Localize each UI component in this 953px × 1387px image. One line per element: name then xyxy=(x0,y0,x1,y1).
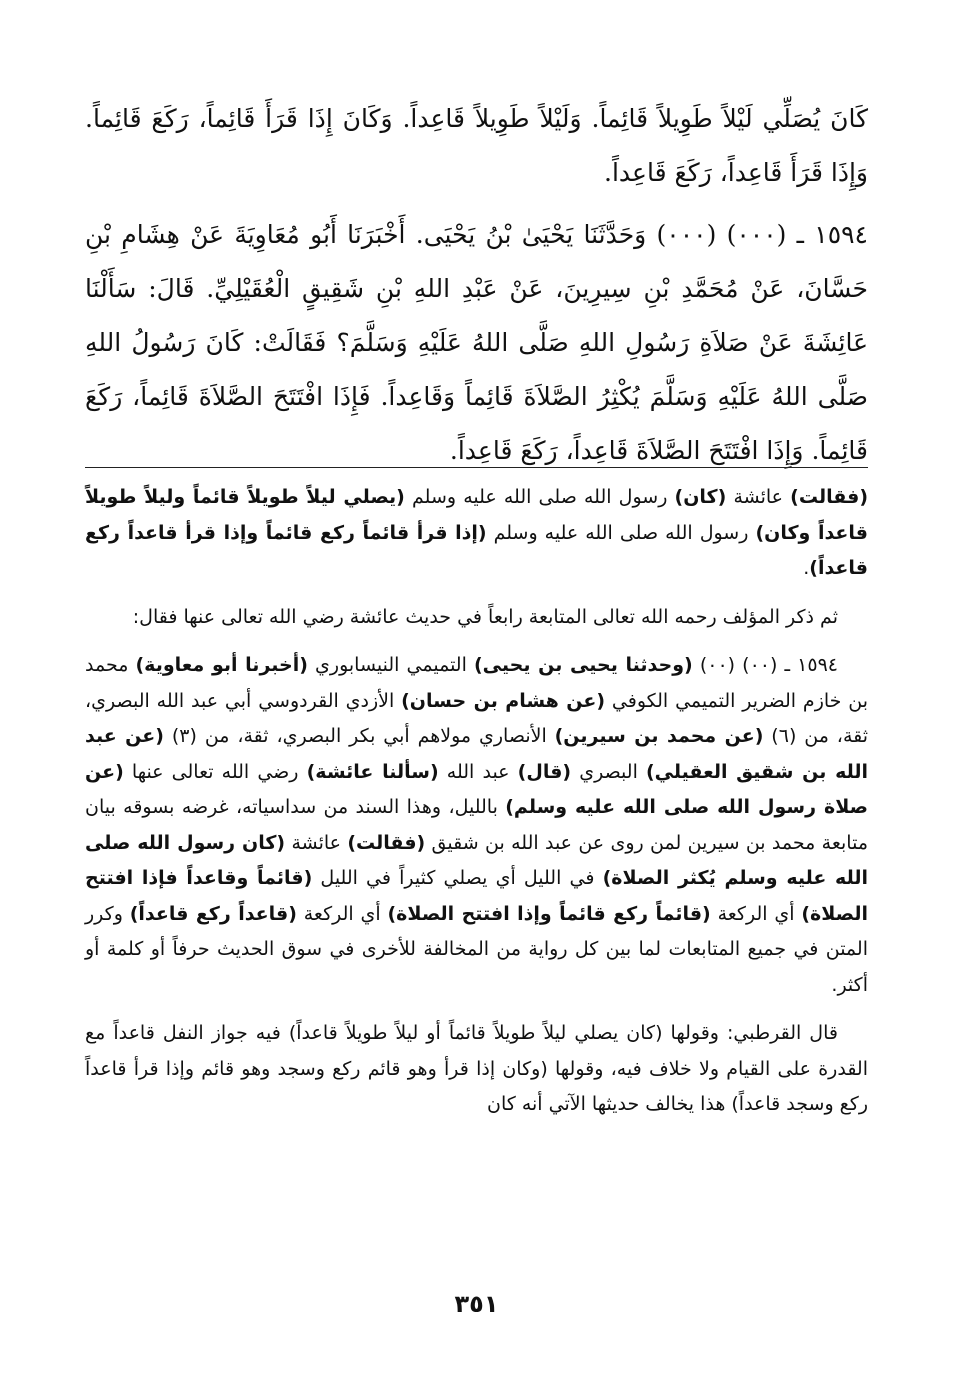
commentary-text: البصري xyxy=(571,760,646,783)
bold-quoted-text: (قال) xyxy=(517,760,572,783)
commentary-text: . xyxy=(803,557,810,579)
bold-quoted-text: (سألنا عائشة) xyxy=(306,760,439,783)
commentary-text: رضي الله تعالى عنها xyxy=(123,760,307,783)
bold-quoted-text: (قاعداً ركع قاعداً) xyxy=(129,902,297,925)
bold-quoted-text: (كان) xyxy=(674,486,727,508)
bold-quoted-text: (إذا قرأ قائماً ركع قائماً وإذا قرأ قاعداً ركع قاعداً) xyxy=(85,521,868,579)
commentary-text: بالليل، وهذا السند من سداسياته، غرضه بسوقه بيان متابعة محمد بن سيرين لمن روى عن عبد الله بن شقيق xyxy=(85,796,868,854)
commentary-text: عبد الله xyxy=(438,760,518,783)
commentary-text: ثم ذكر المؤلف رحمه الله تعالى المتابعة رابعاً في حديث عائشة رضي الله تعالى عنها فقال: xyxy=(132,605,838,628)
page-number: ٣٥١ xyxy=(454,1290,499,1318)
commentary-text: في الليل أي يصلي كثيراً في الليل xyxy=(312,867,603,889)
commentary-paragraph-1 xyxy=(85,480,868,587)
commentary-text: الأنصاري مولاهم أبي بكر البصري، ثقة، من (٣) xyxy=(163,725,555,747)
bold-quoted-text: (قائماً وقاعداً فإذا افتتح الصلاة) xyxy=(85,867,869,925)
commentary-text: ١٥٩٤ ـ (٠٠) (٠٠) xyxy=(692,654,838,676)
bold-quoted-text: (فقالت) xyxy=(347,831,426,854)
commentary-text: محمد بن خازم الضرير التميمي الكوفي xyxy=(85,654,869,712)
commentary-text: عائشة xyxy=(726,486,791,508)
commentary-text: أي الركعة xyxy=(296,902,388,925)
bold-quoted-text: (كان رسول الله صلى الله عليه وسلم يُكثر الصلاة) xyxy=(85,831,868,889)
bold-quoted-text: (عن هشام بن حسان) xyxy=(401,689,606,712)
bold-quoted-text: (وحدثنا يحيى بن يحيى) xyxy=(473,654,693,676)
commentary-text: الأزدي القردوسي أبي عبد الله البصري، ثقة، من (٦) xyxy=(85,689,869,747)
section-divider xyxy=(85,467,868,468)
commentary-paragraph-4 xyxy=(85,1016,868,1123)
bold-quoted-text: (فقالت) xyxy=(790,486,869,508)
bold-quoted-text: (عن محمد بن سيرين) xyxy=(554,725,764,747)
commentary-text: التميمي النيسابوري xyxy=(307,654,474,676)
bold-quoted-text: (يصلي ليلاً طويلاً قائماً وليلاً طويلاً قاعداً وكان) xyxy=(85,486,868,544)
commentary-block xyxy=(85,480,868,1136)
bold-quoted-text: (عن عبد الله بن شقيق العقيلي) xyxy=(85,725,868,783)
hadith-paragraph-2: ١٥٩٤ ـ (٠٠٠) (٠٠٠) وَحَدَّثَنَا يَحْيَىٰ بْنُ يَحْيَى. أَخْبَرَنَا أَبُو مُعَاوِيَةَ عَنْ هِشَامِ بْنِ حَسَّانَ، عَنْ مُحَمَّدِ بْنِ سِيرِينَ، عَنْ عَبْدِ اللهِ بْنِ شَقِيقٍ الْعُقَيْلِيِّ. قَالَ: سَأَلْنَا عَائِشَةَ عَنْ صَلاَةِ رَسُولِ اللهِ صَلَّى اللهُ عَلَيْهِ وَسَلَّمَ؟ فَقَالَتْ: كَانَ رَسُولُ اللهِ صَلَّى اللهُ عَلَيْهِ وَسَلَّمَ يُكْثِرُ الصَّلاَةَ قَائِماً وَقَاعِداً. فَإِذَا افْتَتَحَ الصَّلاَةَ قَائِماً، رَكَعَ قَائِماً. وَإِذَا افْتَتَحَ الصَّلاَةَ قَاعِداً، رَكَعَ قَاعِداً. xyxy=(85,220,868,465)
commentary-paragraph-3 xyxy=(85,648,868,1003)
bold-quoted-text: (قائماً ركع قائماً وإذا افتتح الصلاة) xyxy=(387,902,711,925)
commentary-text: وكرر المتن في جميع المتابعات لما بين كل رواية من المخالفة للأخرى في سوق الحديث حرفاً أو كلمة أو أكثر. xyxy=(85,902,868,996)
hadith-paragraph-1: كَانَ يُصَلِّي لَيْلاً طَوِيلاً قَائِماً. وَلَيْلاً طَوِيلاً قَاعِداً. وَكَانَ إِذَا قَرَأَ قَائِماً، رَكَعَ قَائِماً. وَإِذَا قَرَأَ قَاعِداً، رَكَعَ قَاعِداً. xyxy=(85,104,868,187)
commentary-text: عائشة xyxy=(285,831,348,854)
bold-quoted-text: (عن صلاة رسول الله صلى الله عليه وسلم) xyxy=(85,760,868,818)
hadith-text-block xyxy=(85,92,868,486)
commentary-text: قال القرطبي: وقولها (كان يصلي ليلاً طويلاً قائماً أو ليلاً طويلاً قاعداً) فيه جواز النفل قاعداً مع القدرة على القيام ولا خلاف فيه، وقولها (وكان إذا قرأ وهو قائم ركع وسجد وهو قائم وإذا قرأ قاعداً ركع وسجد قاعداً) هذا يخالف حديثها الآتي أنه كان xyxy=(85,1022,868,1115)
commentary-text: رسول الله صلى الله عليه وسلم xyxy=(486,521,756,544)
commentary-text: أي الركعة xyxy=(710,902,802,925)
bold-quoted-text: (أخبرنا أبو معاوية) xyxy=(135,654,308,676)
commentary-text: رسول الله صلى الله عليه وسلم xyxy=(404,486,675,508)
commentary-paragraph-2 xyxy=(85,600,868,636)
